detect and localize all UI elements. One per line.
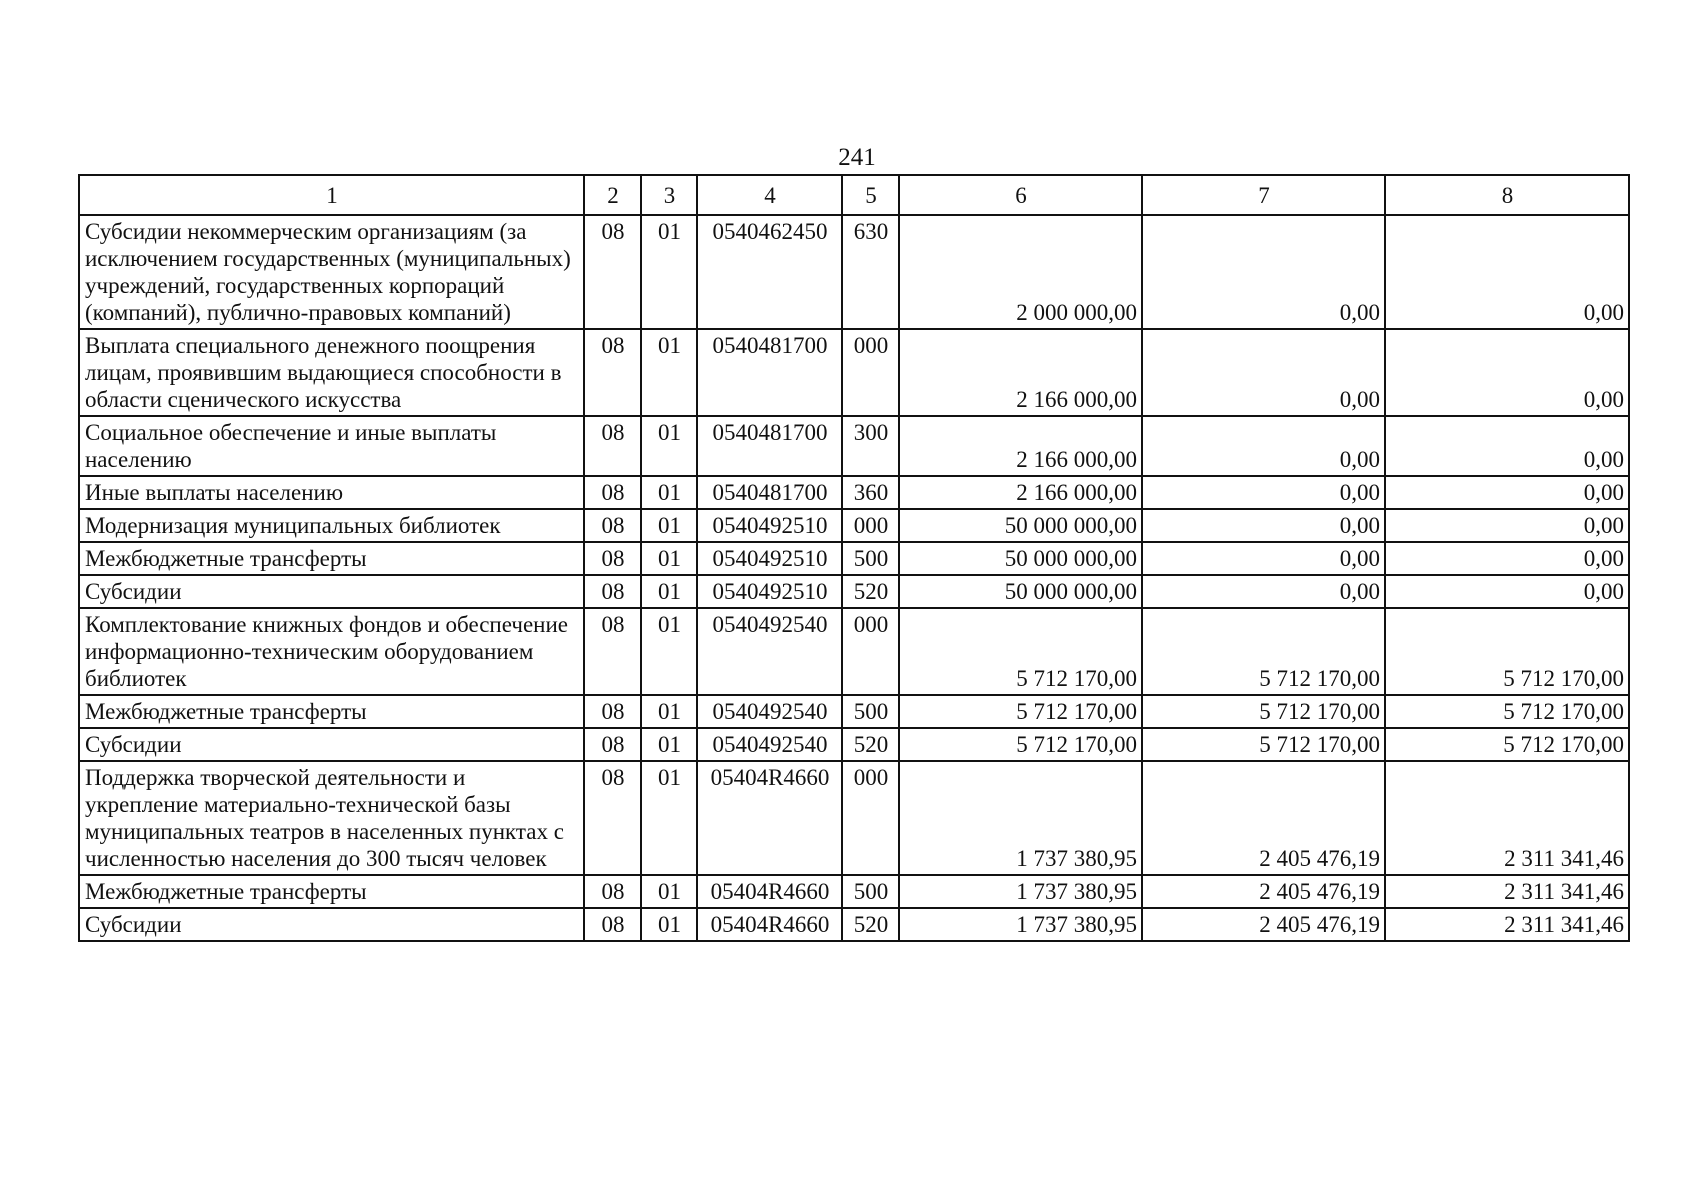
section-code-cell: 08 <box>584 728 641 761</box>
item-name-cell: Модернизация муниципальных библиотек <box>79 509 584 542</box>
amount-col-7-value: 2 405 476,19 <box>1259 846 1380 871</box>
amount-col-8-cell <box>1385 509 1629 542</box>
item-name-cell: Выплата специального денежного поощрения лицам, проявившим выдающиеся способности в области сценического искусства <box>79 329 584 416</box>
amount-col-7-cell <box>1142 875 1385 908</box>
amount-col-7-value: 2 405 476,19 <box>1259 879 1380 904</box>
amount-col-7-cell <box>1142 908 1385 941</box>
amount-col-8-value: 5 712 170,00 <box>1503 666 1624 691</box>
amount-col-6-cell <box>899 728 1142 761</box>
amount-col-6-cell <box>899 695 1142 728</box>
subsection-code-cell: 01 <box>641 215 697 329</box>
amount-col-7-value: 0,00 <box>1339 513 1380 538</box>
amount-col-7-value: 0,00 <box>1339 300 1380 325</box>
column-header-5: 5 <box>842 175 899 215</box>
amount-col-6-value: 5 712 170,00 <box>1016 699 1137 724</box>
section-code-cell: 08 <box>584 908 641 941</box>
subsection-code-cell: 01 <box>641 416 697 476</box>
amount-col-7-cell <box>1142 509 1385 542</box>
item-name-cell: Субсидии <box>79 728 584 761</box>
amount-col-6-value: 1 737 380,95 <box>1016 879 1137 904</box>
amount-col-6-value: 2 166 000,00 <box>1016 387 1137 412</box>
subsection-code-cell: 01 <box>641 542 697 575</box>
section-code-cell: 08 <box>584 215 641 329</box>
amount-col-8-cell <box>1385 728 1629 761</box>
table-row <box>79 875 1629 908</box>
amount-col-8-cell <box>1385 329 1629 416</box>
item-name-cell: Субсидии некоммерческим организациям (за исключением государственных (муниципальных) учреждений, государственных корпораций (компаний), публично-правовых компаний) <box>79 215 584 329</box>
amount-col-7-cell <box>1142 215 1385 329</box>
expense-type-code-cell: 520 <box>842 908 899 941</box>
amount-col-7-value: 0,00 <box>1339 387 1380 412</box>
amount-col-8-value: 0,00 <box>1583 387 1624 412</box>
amount-col-6-cell <box>899 416 1142 476</box>
amount-col-8-value: 5 712 170,00 <box>1503 699 1624 724</box>
amount-col-6-cell <box>899 542 1142 575</box>
section-code-cell: 08 <box>584 509 641 542</box>
expense-type-code-cell: 630 <box>842 215 899 329</box>
amount-col-7-value: 0,00 <box>1339 546 1380 571</box>
column-header-3: 3 <box>641 175 697 215</box>
subsection-code-cell: 01 <box>641 476 697 509</box>
target-code-cell: 0540492510 <box>697 509 842 542</box>
amount-col-8-cell <box>1385 761 1629 875</box>
subsection-code-cell: 01 <box>641 329 697 416</box>
expense-type-code-cell: 500 <box>842 875 899 908</box>
subsection-code-cell: 01 <box>641 695 697 728</box>
amount-col-7-cell <box>1142 761 1385 875</box>
amount-col-6-value: 2 000 000,00 <box>1016 300 1137 325</box>
amount-col-8-value: 2 311 341,46 <box>1504 879 1624 904</box>
column-header-2: 2 <box>584 175 641 215</box>
table-row <box>79 215 1629 329</box>
amount-col-6-cell <box>899 329 1142 416</box>
table-row <box>79 761 1629 875</box>
subsection-code-cell: 01 <box>641 509 697 542</box>
amount-col-6-value: 5 712 170,00 <box>1016 732 1137 757</box>
amount-col-6-cell <box>899 215 1142 329</box>
target-code-cell: 05404R4660 <box>697 875 842 908</box>
table-row <box>79 542 1629 575</box>
amount-col-7-cell <box>1142 542 1385 575</box>
amount-col-8-cell <box>1385 575 1629 608</box>
section-code-cell: 08 <box>584 542 641 575</box>
item-name-cell: Межбюджетные трансферты <box>79 695 584 728</box>
item-name-cell: Субсидии <box>79 908 584 941</box>
target-code-cell: 0540481700 <box>697 416 842 476</box>
page-number: 241 <box>838 144 876 171</box>
amount-col-8-value: 5 712 170,00 <box>1503 732 1624 757</box>
amount-col-6-value: 1 737 380,95 <box>1016 912 1137 937</box>
table-row <box>79 695 1629 728</box>
column-header-4: 4 <box>697 175 842 215</box>
target-code-cell: 0540492510 <box>697 542 842 575</box>
amount-col-7-cell <box>1142 695 1385 728</box>
item-name-cell: Межбюджетные трансферты <box>79 542 584 575</box>
amount-col-6-cell <box>899 761 1142 875</box>
target-code-cell: 0540481700 <box>697 476 842 509</box>
amount-col-8-cell <box>1385 476 1629 509</box>
expense-type-code-cell: 300 <box>842 416 899 476</box>
amount-col-8-value: 0,00 <box>1583 447 1624 472</box>
item-name-cell: Комплектование книжных фондов и обеспечение информационно-техническим оборудованием библиотек <box>79 608 584 695</box>
amount-col-8-value: 2 311 341,46 <box>1504 912 1624 937</box>
expense-type-code-cell: 000 <box>842 509 899 542</box>
amount-col-6-cell <box>899 608 1142 695</box>
subsection-code-cell: 01 <box>641 728 697 761</box>
amount-col-8-cell <box>1385 215 1629 329</box>
amount-col-7-value: 2 405 476,19 <box>1259 912 1380 937</box>
table-row <box>79 509 1629 542</box>
table-header-row <box>79 175 1629 215</box>
budget-table <box>78 174 1630 942</box>
table-row <box>79 476 1629 509</box>
amount-col-6-cell <box>899 875 1142 908</box>
section-code-cell: 08 <box>584 329 641 416</box>
section-code-cell: 08 <box>584 695 641 728</box>
amount-col-6-cell <box>899 575 1142 608</box>
amount-col-7-cell <box>1142 416 1385 476</box>
table-row <box>79 608 1629 695</box>
table-row <box>79 728 1629 761</box>
section-code-cell: 08 <box>584 575 641 608</box>
amount-col-6-value: 2 166 000,00 <box>1016 480 1137 505</box>
amount-col-7-cell <box>1142 476 1385 509</box>
section-code-cell: 08 <box>584 416 641 476</box>
amount-col-6-value: 50 000 000,00 <box>1004 546 1137 571</box>
amount-col-8-value: 2 311 341,46 <box>1504 846 1624 871</box>
target-code-cell: 05404R4660 <box>697 761 842 875</box>
expense-type-code-cell: 000 <box>842 329 899 416</box>
item-name-cell: Субсидии <box>79 575 584 608</box>
target-code-cell: 0540492540 <box>697 728 842 761</box>
amount-col-7-value: 5 712 170,00 <box>1259 666 1380 691</box>
item-name-cell: Межбюджетные трансферты <box>79 875 584 908</box>
item-name-cell: Поддержка творческой деятельности и укрепление материально-технической базы муниципальных театров в населенных пунктах с численностью населения до 300 тысяч человек <box>79 761 584 875</box>
amount-col-6-value: 1 737 380,95 <box>1016 846 1137 871</box>
section-code-cell: 08 <box>584 761 641 875</box>
target-code-cell: 0540492540 <box>697 608 842 695</box>
subsection-code-cell: 01 <box>641 761 697 875</box>
table-row <box>79 329 1629 416</box>
subsection-code-cell: 01 <box>641 575 697 608</box>
column-header-6: 6 <box>899 175 1142 215</box>
amount-col-8-cell <box>1385 608 1629 695</box>
section-code-cell: 08 <box>584 476 641 509</box>
expense-type-code-cell: 000 <box>842 608 899 695</box>
expense-type-code-cell: 520 <box>842 575 899 608</box>
column-header-8: 8 <box>1385 175 1629 215</box>
column-header-1: 1 <box>79 175 584 215</box>
subsection-code-cell: 01 <box>641 908 697 941</box>
table-row <box>79 416 1629 476</box>
amount-col-6-cell <box>899 908 1142 941</box>
table-row <box>79 908 1629 941</box>
expense-type-code-cell: 500 <box>842 542 899 575</box>
subsection-code-cell: 01 <box>641 608 697 695</box>
amount-col-6-value: 50 000 000,00 <box>1004 579 1137 604</box>
amount-col-8-cell <box>1385 416 1629 476</box>
item-name-cell: Иные выплаты населению <box>79 476 584 509</box>
amount-col-6-cell <box>899 509 1142 542</box>
amount-col-6-value: 2 166 000,00 <box>1016 447 1137 472</box>
target-code-cell: 0540462450 <box>697 215 842 329</box>
table-row <box>79 575 1629 608</box>
amount-col-7-cell <box>1142 329 1385 416</box>
column-header-7: 7 <box>1142 175 1385 215</box>
subsection-code-cell: 01 <box>641 875 697 908</box>
amount-col-6-value: 50 000 000,00 <box>1004 513 1137 538</box>
item-name-cell: Социальное обеспечение и иные выплаты населению <box>79 416 584 476</box>
target-code-cell: 0540481700 <box>697 329 842 416</box>
amount-col-8-cell <box>1385 875 1629 908</box>
amount-col-7-cell <box>1142 575 1385 608</box>
amount-col-7-value: 5 712 170,00 <box>1259 699 1380 724</box>
amount-col-8-cell <box>1385 542 1629 575</box>
amount-col-8-value: 0,00 <box>1583 480 1624 505</box>
amount-col-7-cell <box>1142 608 1385 695</box>
amount-col-7-value: 0,00 <box>1339 480 1380 505</box>
section-code-cell: 08 <box>584 608 641 695</box>
expense-type-code-cell: 000 <box>842 761 899 875</box>
amount-col-8-value: 0,00 <box>1583 300 1624 325</box>
expense-type-code-cell: 520 <box>842 728 899 761</box>
target-code-cell: 0540492540 <box>697 695 842 728</box>
amount-col-7-value: 5 712 170,00 <box>1259 732 1380 757</box>
amount-col-7-value: 0,00 <box>1339 447 1380 472</box>
table-body <box>79 215 1629 941</box>
amount-col-7-value: 0,00 <box>1339 579 1380 604</box>
target-code-cell: 0540492510 <box>697 575 842 608</box>
amount-col-6-cell <box>899 476 1142 509</box>
section-code-cell: 08 <box>584 875 641 908</box>
amount-col-8-cell <box>1385 908 1629 941</box>
amount-col-8-value: 0,00 <box>1583 579 1624 604</box>
amount-col-8-value: 0,00 <box>1583 546 1624 571</box>
amount-col-8-value: 0,00 <box>1583 513 1624 538</box>
amount-col-8-cell <box>1385 695 1629 728</box>
amount-col-6-value: 5 712 170,00 <box>1016 666 1137 691</box>
target-code-cell: 05404R4660 <box>697 908 842 941</box>
expense-type-code-cell: 360 <box>842 476 899 509</box>
amount-col-7-cell <box>1142 728 1385 761</box>
expense-type-code-cell: 500 <box>842 695 899 728</box>
